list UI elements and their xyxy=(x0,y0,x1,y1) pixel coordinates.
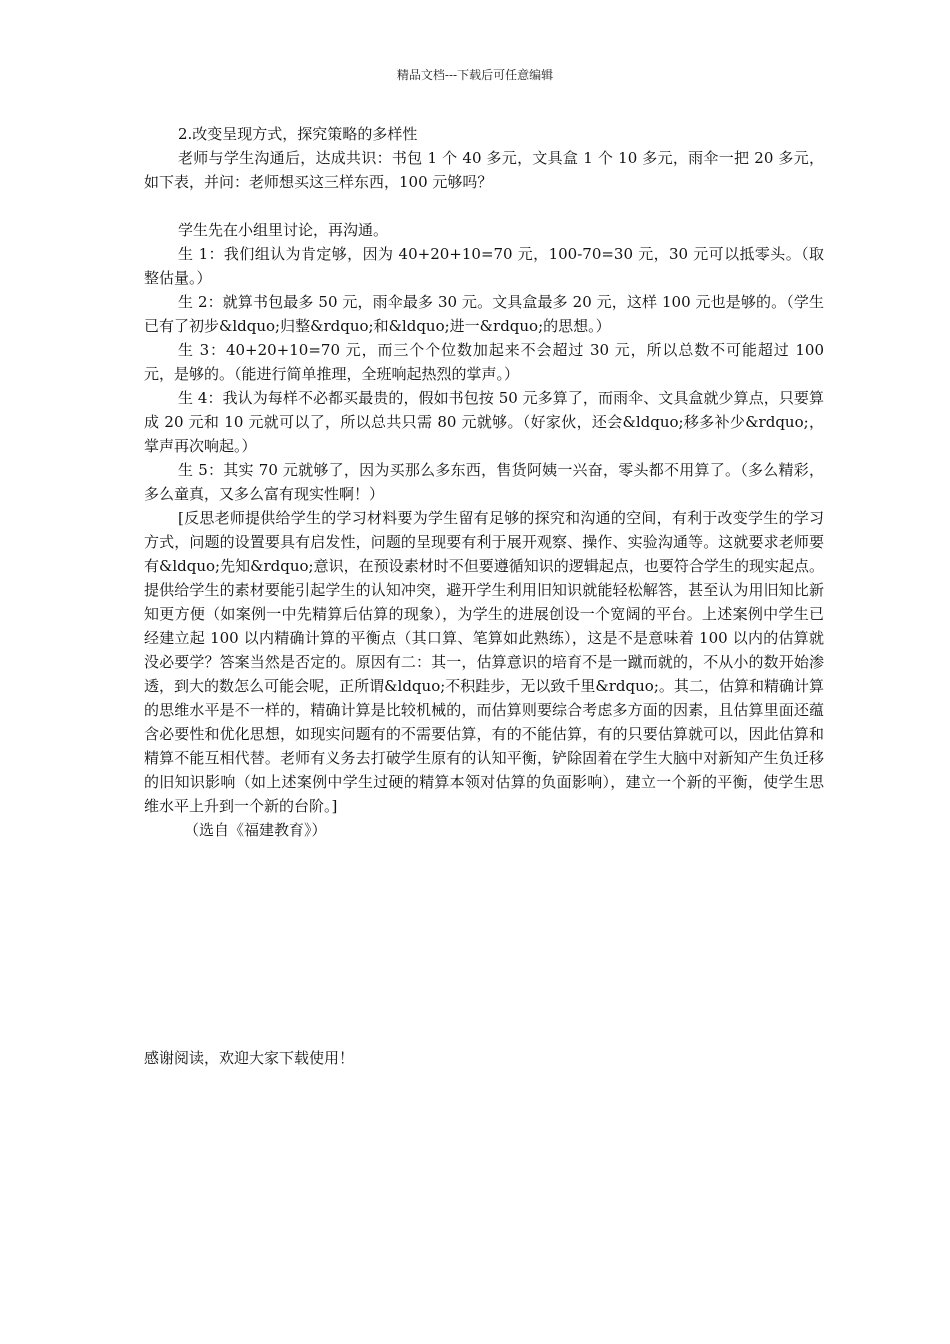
student-1-answer: 生 1：我们组认为肯定够，因为 40+20+10=70 元，100-70=30 元，30 元可以抵零头。（取整估量。） xyxy=(144,245,824,287)
intro-paragraph: 老师与学生沟通后，达成共识：书包 1 个 40 多元，文具盒 1 个 10 多元，雨伞一把 20 多元，如下表，并问：老师想买这三样东西，100 元够吗？ xyxy=(144,149,824,191)
source-citation: （选自《福建教育》） xyxy=(184,821,327,839)
discussion-paragraph: 学生先在小组里讨论，再沟通。 xyxy=(178,221,389,239)
student-2-answer: 生 2：就算书包最多 50 元，雨伞最多 30 元。文具盒最多 20 元，这样 100 元也是够的。（学生已有了初步&ldquo;归整&rdquo;和&ldquo;进一&rdquo;的思想。） xyxy=(144,293,824,335)
thanks-footer: 感谢阅读，欢迎大家下载使用！ xyxy=(144,1049,355,1067)
student-3-answer: 生 3：40+20+10=70 元，而三个个位数加起来不会超过 30 元，所以总数不可能超过 100 元，是够的。（能进行简单推理，全班响起热烈的掌声。） xyxy=(144,341,824,383)
section-title: 2.改变呈现方式，探究策略的多样性 xyxy=(178,125,418,143)
reflection-paragraph: [反思老师提供给学生的学习材料要为学生留有足够的探究和沟通的空间，有利于改变学生的学习方式，问题的设置要具有启发性，问题的呈现要有利于展开观察、操作、实验沟通等。这就要求老师要有&ldquo;先知&rdquo;意识，在预设素材时不但要遵循知识的逻辑起点，也要符合学生的现实起点。提供给学生的素材要能引起学生的认知冲突，避开学生利用旧知识就能轻松解答，甚至认为用旧知比新知更方便（如案例一中先精算后估算的现象），为学生的进展创设一个宽阔的平台。上述案例中学生已经建立起 100 以内精确计算的平衡点（其口算、笔算如此熟练），这是不是意味着 100 以内的估算就没必要学？答案当然是否定的。原因有二：其一，估算意识的培育不是一蹴而就的，不从小的数开始渗透，到大的数怎么可能会呢，正所谓&ldquo;不积跬步，无以致千里&rdquo;。其二，估算和精确计算的思维水平是不一样的，精确计算是比较机械的，而估算则要综合考虑多方面的因素，且估算里面还蕴含必要性和优化思想，如现实问题有的不需要估算，有的不能估算，有的只要估算就可以，因此估算和精算不能互相代替。老师有义务去打破学生原有的认知平衡，铲除固着在学生大脑中对新知产生负迁移的旧知识影响（如上述案例中学生过硬的精算本领对估算的负面影响），建立一个新的平衡，使学生思维水平上升到一个新的台阶。] xyxy=(144,509,824,815)
page-header: 精品文档---下载后可任意编辑 xyxy=(396,68,554,82)
student-4-answer: 生 4：我认为每样不必都买最贵的，假如书包按 50 元多算了，而雨伞、文具盒就少算点，只要算成 20 元和 10 元就可以了，所以总共只需 80 元就够。（好家伙，还会&ldquo;移多补少&rdquo;，掌声再次响起。） xyxy=(144,389,824,455)
table-placeholder-space xyxy=(144,194,824,218)
article-body xyxy=(144,122,824,842)
student-5-answer: 生 5：其实 70 元就够了，因为买那么多东西，售货阿姨一兴奋，零头都不用算了。（多么精彩，多么童真，又多么富有现实性啊！） xyxy=(144,461,824,503)
